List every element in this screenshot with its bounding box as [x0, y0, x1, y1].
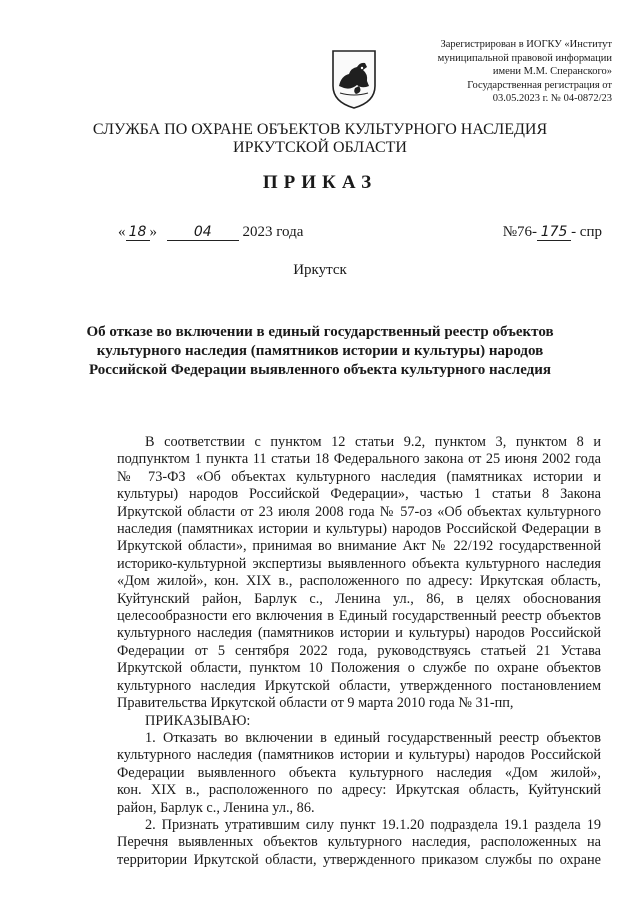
body-line: кон. XIX в., расположенного по адресу: Иркутская область, Куйтунский: [117, 782, 601, 799]
body-line: Федерации от 5 сентября 2022 года, руководствуясь статьей 21 Устава: [117, 642, 601, 659]
body-line: № 73-ФЗ «Об объектах культурного наследия (памятниках истории и: [117, 468, 601, 485]
number-prefix: №76-: [502, 224, 538, 240]
date-month: 04: [167, 224, 239, 241]
date-close-quote: »: [149, 224, 157, 240]
number-value: 175: [537, 224, 571, 241]
organization-region: ИРКУТСКОЙ ОБЛАСТИ: [233, 139, 407, 156]
date-year: 2023 года: [242, 224, 304, 240]
registration-line: 03.05.2023 г. № 04-0872/23: [492, 93, 612, 104]
body-line: культурного наследия Иркутской области, утвержденного постановлением: [117, 677, 601, 694]
registration-line: Зарегистрирован в ИОГКУ «Институт: [440, 39, 612, 50]
body-line: Иркутской области от 23 июля 2008 года № 57-оз «Об объектах культурного: [117, 503, 601, 520]
body-line: 1. Отказать во включении в единый государственный реестр объектов: [145, 729, 601, 746]
order-number: [503, 224, 602, 241]
registration-line: Государственная регистрация от: [467, 79, 612, 91]
date-day: 18: [126, 224, 150, 241]
body-line: В соответствии с пунктом 12 статьи 9.2, пунктом 3, пунктом 8 и: [145, 434, 601, 450]
date-open-quote: «: [118, 224, 126, 240]
body-line: Перечня выявленных объектов культурного наследия, расположенных на: [117, 834, 601, 851]
body-line: район, Барлук с., Ленина ул., 86.: [117, 799, 315, 816]
body-line: наследия (памятниках истории и культуры) народов Российской Федерации в: [117, 521, 601, 538]
body-line: территории Иркутской области, утвержденного приказом службы по охране: [117, 851, 601, 868]
body-line: культурного наследия (памятников истории и культуры) народов Российской: [117, 625, 601, 642]
body-line: Федерации выявленного объекта культурного наследия «Дом жилой»,: [117, 764, 601, 781]
organization-name: СЛУЖБА ПО ОХРАНЕ ОБЪЕКТОВ КУЛЬТУРНОГО НАСЛЕДИЯ: [92, 121, 548, 138]
registration-line: имени М.М. Сперанского»: [492, 66, 612, 77]
title-line: культурного наследия (памятников истории и культуры) народов: [96, 343, 544, 359]
coat-of-arms-emblem: [329, 48, 379, 110]
order-body: [117, 434, 601, 869]
title-line: Российской Федерации выявленного объекта культурного наследия: [88, 362, 552, 378]
order-command: ПРИКАЗЫВАЮ:: [145, 712, 251, 729]
number-suffix: - спр: [571, 224, 602, 240]
registration-stamp: [392, 38, 612, 106]
order-date: [118, 224, 303, 241]
order-title: [80, 323, 560, 380]
title-line: Об отказе во включении в единый государственный реестр объектов: [86, 324, 554, 340]
body-line: 2. Признать утратившим силу пункт 19.1.20 подраздела 19.1 раздела 19: [145, 816, 601, 833]
body-line: историко-культурной экспертизы выявленного объекта культурного наследия: [117, 555, 601, 572]
body-line: Иркутской области, пунктом 10 Положения о службе по охране объектов: [117, 660, 601, 677]
body-line: «Дом жилой», кон. XIX в., расположенного по адресу: Иркутская область,: [117, 573, 601, 590]
body-line: подпунктом 1 пункта 11 статьи 18 Федерального закона от 25 июня 2002 года: [117, 451, 601, 468]
registration-line: муниципальной правовой информации: [437, 52, 612, 64]
body-line: Куйтунский район, Барлук с., Ленина ул., 86, в целях обоснования: [117, 590, 601, 607]
body-line: целесообразности его включения в Единый государственный реестр объектов: [117, 608, 601, 625]
city-name: Иркутск: [293, 262, 347, 278]
body-line: Правительства Иркутской области от 9 марта 2010 года № 31-пп,: [117, 695, 514, 712]
body-line: культуры) народов Российской Федерации», частью 1 статьи 8 Закона: [117, 486, 601, 503]
body-line: культурного наследия (памятников истории и культуры) народов Российской: [117, 747, 601, 764]
body-line: Иркутской области», принимая во внимание Акт № 22/192 государственной: [117, 538, 601, 555]
document-type-heading: ПРИКАЗ: [262, 172, 378, 193]
